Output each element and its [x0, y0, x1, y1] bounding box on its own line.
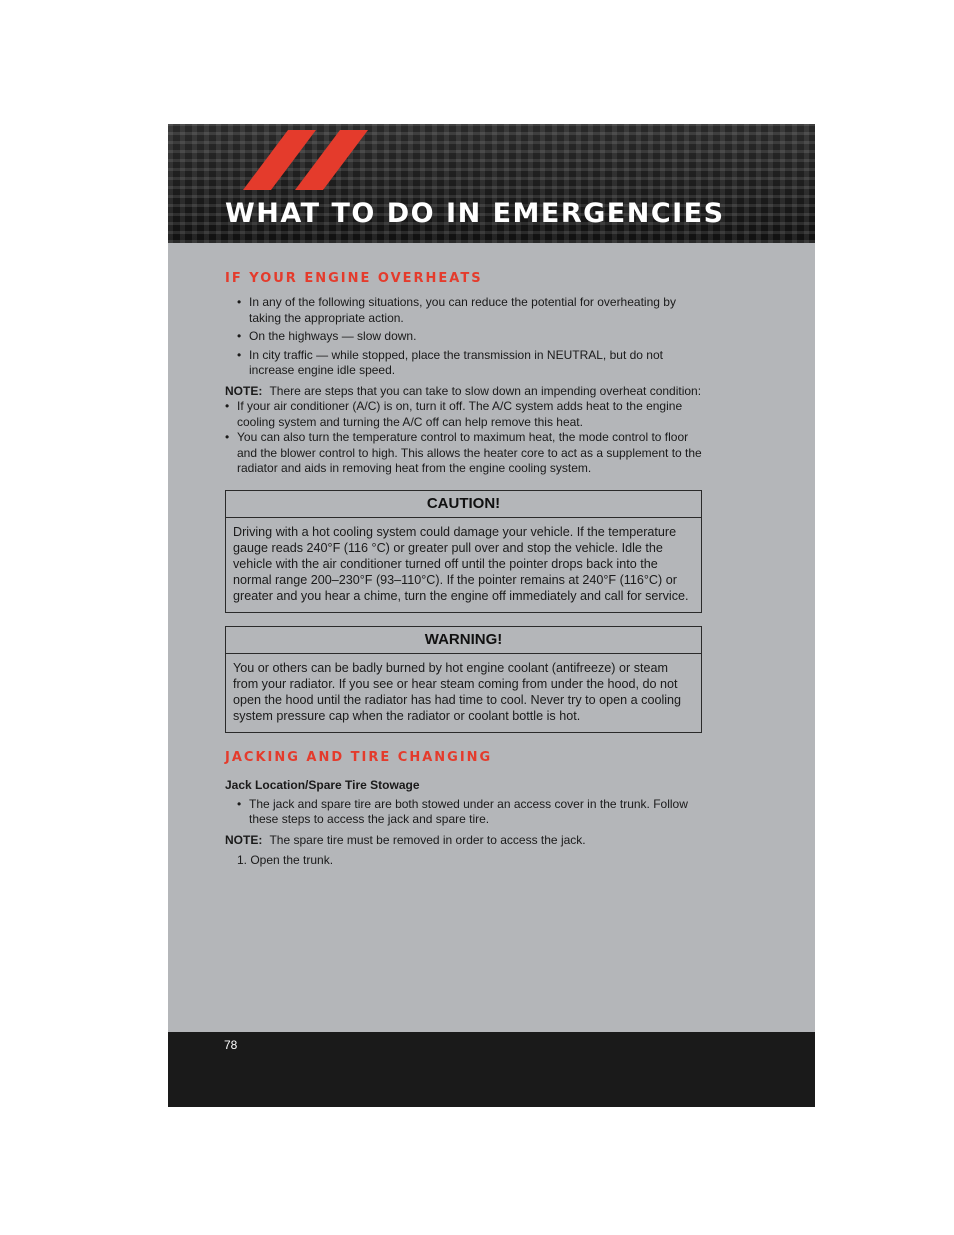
list-item: • If your air conditioner (A/C) is on, turn it off. The A/C system adds heat to the engine cooling system and turning the A/C off can help remove this heat.	[225, 399, 703, 430]
brand-stripes-logo	[243, 130, 383, 190]
page-footer	[168, 1032, 815, 1107]
page-number: 78	[224, 1038, 238, 1052]
caution-title: CAUTION!	[226, 491, 701, 518]
chapter-banner	[168, 124, 815, 243]
caution-box	[225, 490, 702, 613]
caution-body: Driving with a hot cooling system could damage your vehicle. If the temperature gauge reads 240°F (116 °C) or greater pull over and stop the vehicle. Idle the vehicle with the air conditioner turned off until the pointer drops back into the normal range 200–230°F (93–110°C). If the pointer remains at 240°F (116°C) or greater and you hear a chime, turn the engine off immediately and call for service.	[233, 524, 689, 603]
list-item: • In any of the following situations, you can reduce the potential for overheating by taking the appropriate action.	[225, 295, 703, 326]
warning-box	[225, 626, 702, 733]
overheat-bullet-list	[225, 295, 703, 379]
chapter-title: WHAT TO DO IN EMERGENCIES	[225, 198, 725, 229]
step-item: 1. Open the trunk.	[237, 853, 334, 867]
note-bullet-list	[225, 399, 703, 477]
subheading-jack-location: Jack Location/Spare Tire Stowage	[225, 777, 420, 792]
page-content	[225, 271, 703, 869]
list-item: • In city traffic — while stopped, place the transmission in NEUTRAL, but do not increase engine idle speed.	[225, 348, 703, 379]
jacking-bullet-list	[225, 797, 703, 828]
note-text: The spare tire must be removed in order to access the jack.	[269, 832, 586, 847]
section-heading-jacking: JACKING AND TIRE CHANGING	[225, 749, 493, 765]
warning-title: WARNING!	[226, 627, 701, 654]
note-spare-tire	[225, 833, 703, 849]
section-heading-engine-overheats: IF YOUR ENGINE OVERHEATS	[225, 271, 483, 286]
list-item: • You can also turn the temperature control to maximum heat, the mode control to floor and the blower control to high. This allows the heater core to act as a supplement to the radiator and aids in removing heat from the engine cooling system.	[225, 430, 703, 477]
note-label: NOTE:	[225, 832, 263, 847]
warning-body: You or others can be badly burned by hot engine coolant (antifreeze) or steam from your radiator. If you see or hear steam coming from under the hood, do not open the hood until the radiator has had time to cool. Never try to open a cooling system pressure cap when the radiator or coolant bottle is hot.	[233, 660, 682, 723]
note-label: NOTE:	[225, 383, 263, 398]
note-overheat	[225, 384, 703, 400]
list-item: • On the highways — slow down.	[225, 329, 703, 345]
manual-page	[168, 124, 815, 1107]
note-text: There are steps that you can take to slow down an impending overheat condition:	[269, 383, 702, 398]
list-item: • The jack and spare tire are both stowed under an access cover in the trunk. Follow these steps to access the jack and spare tire.	[225, 797, 703, 828]
